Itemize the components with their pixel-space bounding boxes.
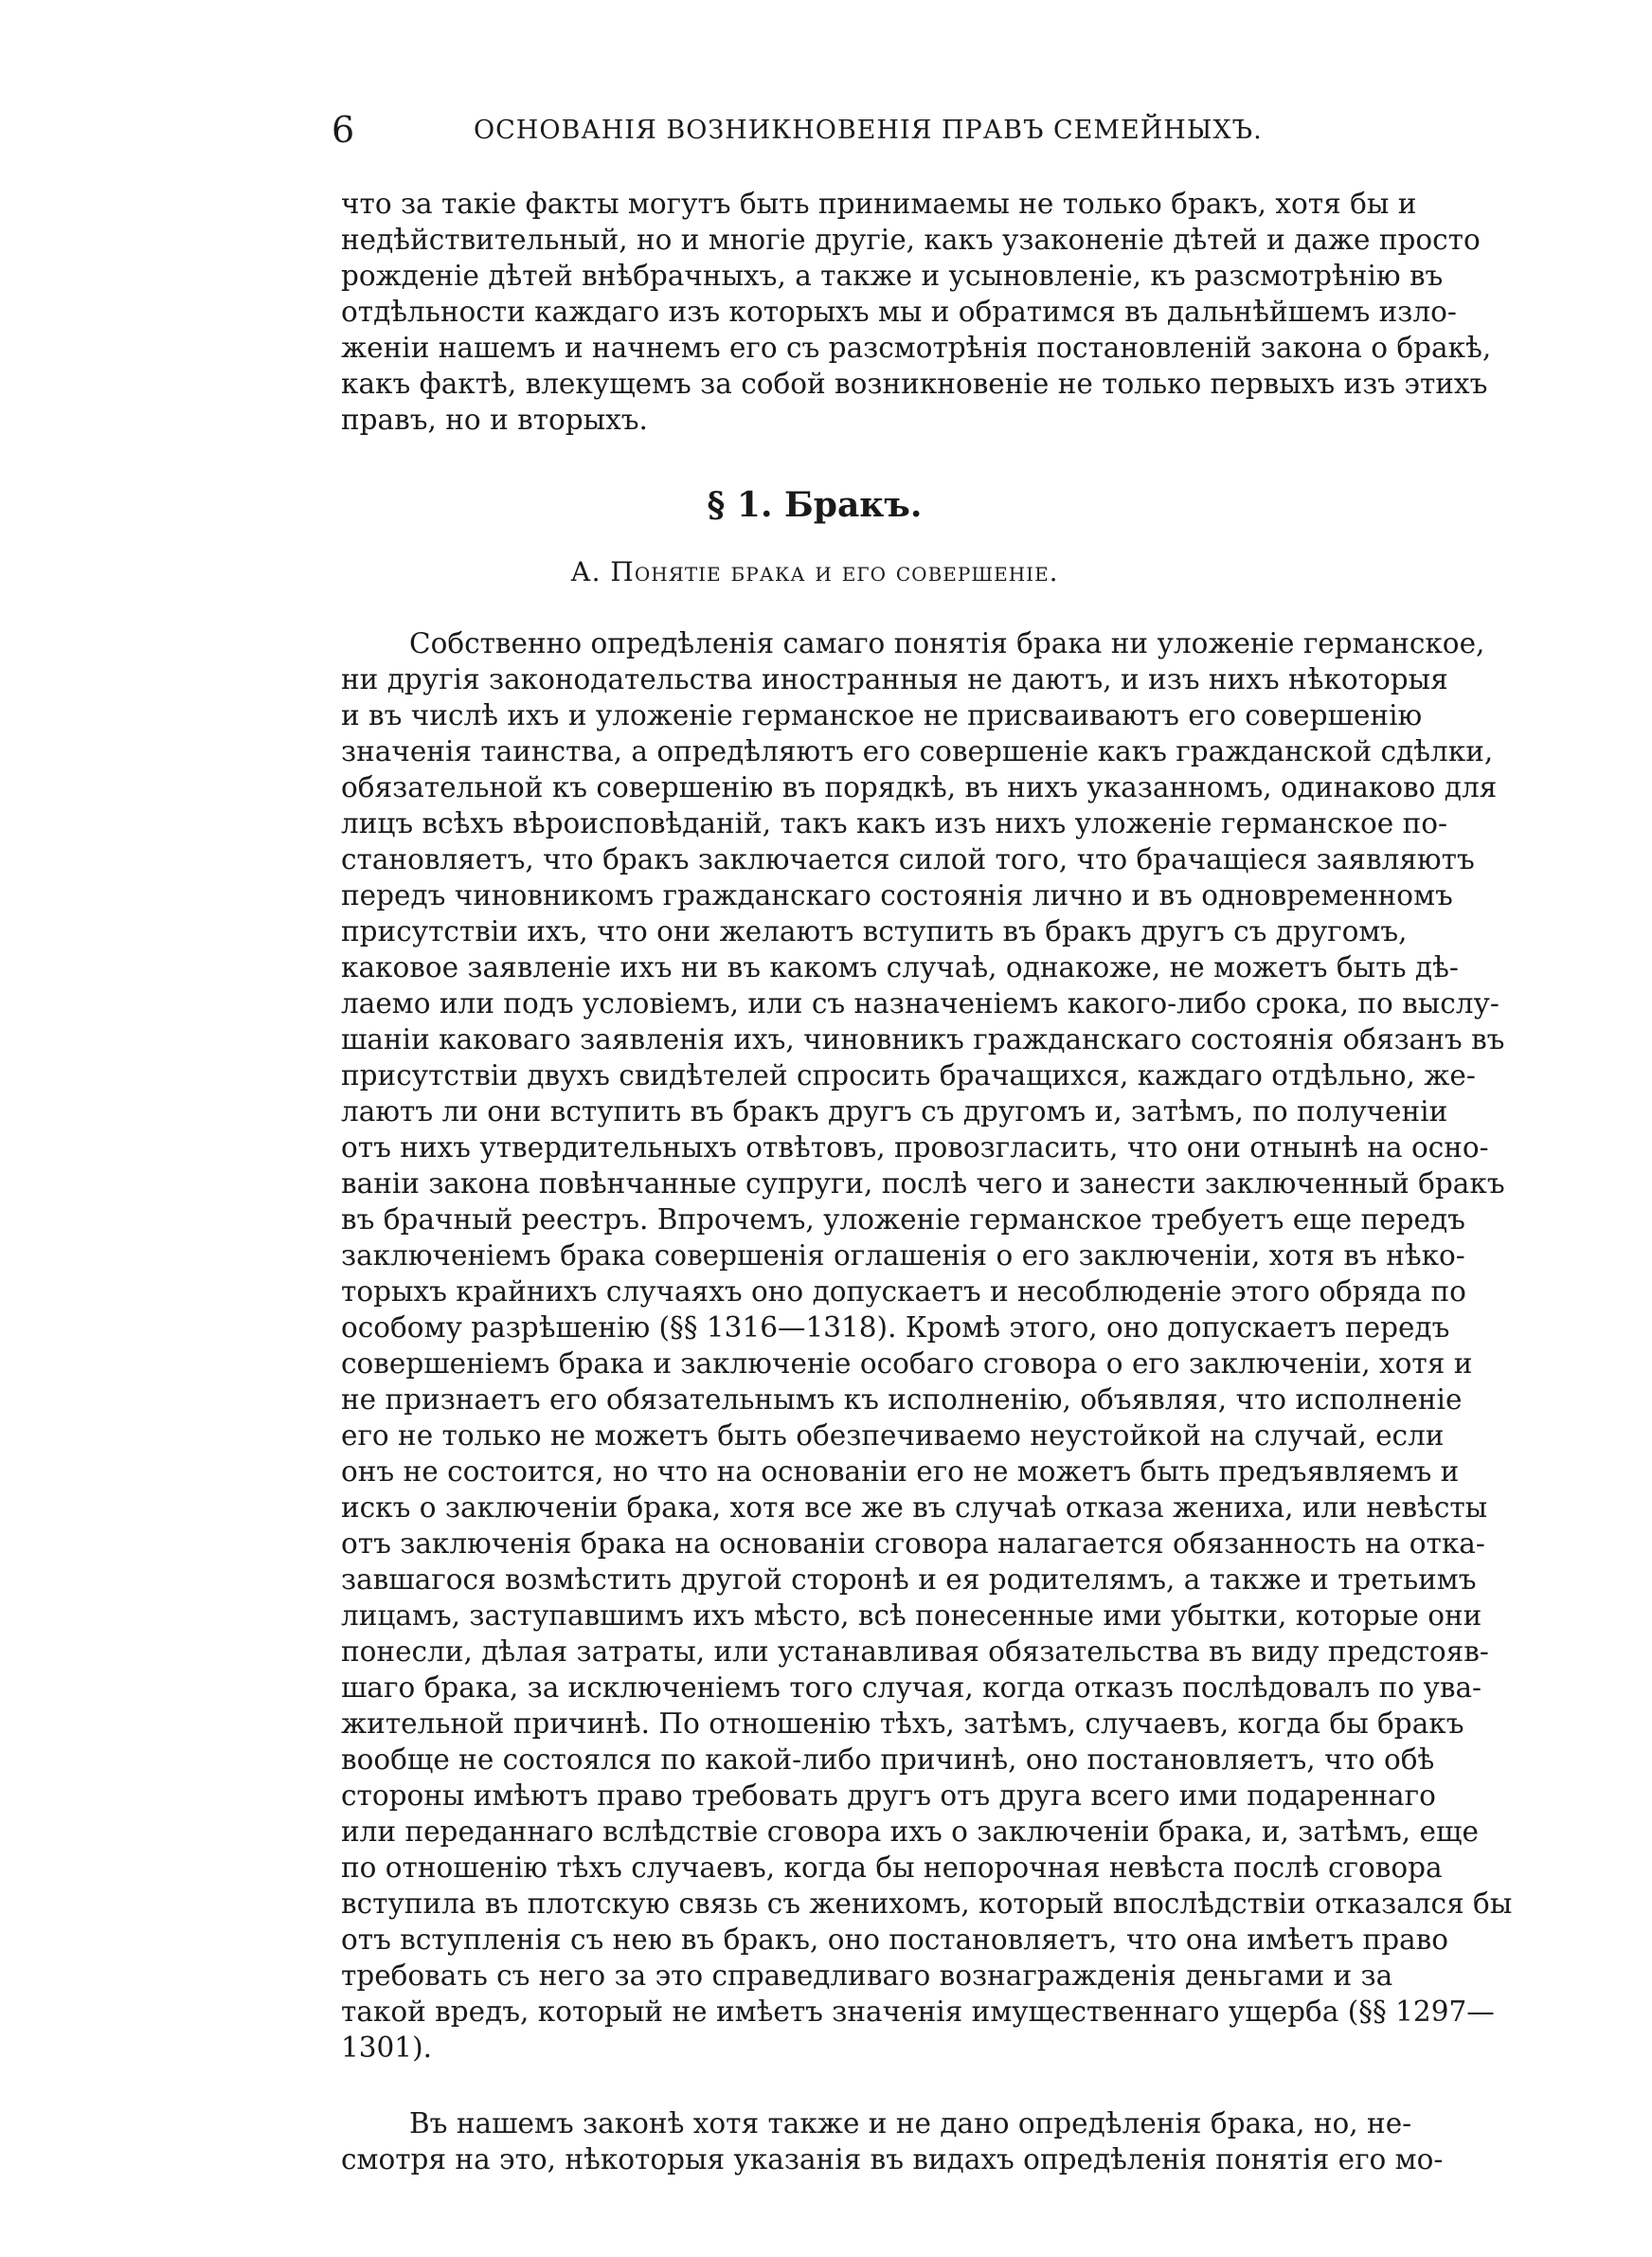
text-line: передъ чиновникомъ гражданскаго состоянія лично и въ одновременномъ	[341, 879, 1453, 912]
text-line: онъ не состоится, но что на основаніи его не можетъ быть предъявляемъ и	[341, 1455, 1460, 1488]
text-line: вообще не состоялся по какой-либо причинѣ, оно постановляетъ, что обѣ	[341, 1743, 1435, 1776]
text-line	[341, 2066, 1288, 2102]
text-line: ни другія законодательства иностранныя не даютъ, и изъ нихъ нѣкоторыя	[341, 663, 1448, 695]
text-line: Собственно опредѣленія самаго понятія брака ни уложеніе германское,	[409, 627, 1485, 659]
text-line: такой вредъ, который не имѣетъ значенія имущественнаго ущерба (§§ 1297—	[341, 1995, 1495, 2028]
text-line: шаніи каковаго заявленія ихъ, чиновникъ гражданскаго состоянія обязанъ въ	[341, 1023, 1505, 1056]
main-paragraph	[341, 625, 1513, 2102]
text-line: или переданнаго вслѣдствіе сговора ихъ о заключеніи брака, и, затѣмъ, еще	[341, 1815, 1479, 1848]
text-line: каковое заявленіе ихъ ни въ какомъ случаѣ, однакоже, не можетъ быть дѣ-	[341, 951, 1459, 984]
text-line: женіи нашемъ и начнемъ его съ разсмотрѣнія постановленій закона о бракѣ,	[341, 332, 1492, 364]
text-line: лицамъ, заступавшимъ ихъ мѣсто, всѣ понесенные ими убытки, которые они	[341, 1599, 1482, 1632]
text-line: понесли, дѣлая затраты, или устанавливая обязательства въ виду предстояв-	[341, 1635, 1489, 1668]
text-line: въ брачный реестръ. Впрочемъ, уложеніе германское требуетъ еще передъ	[341, 1203, 1465, 1236]
text-line: правъ, но и вторыхъ.	[341, 404, 648, 436]
text-line: отъ вступленія съ нею въ бракъ, оно постановляетъ, что она имѣетъ право	[341, 1923, 1449, 1956]
text-line: особому разрѣшенію (§§ 1316—1318). Кромѣ этого, оно допускаетъ передъ	[341, 1311, 1450, 1344]
subsection-heading: А. Понятіе брака и его совершеніе.	[570, 556, 1059, 587]
text-line: лаютъ ли они вступить въ бракъ другъ съ другомъ и, затѣмъ, по полученіи	[341, 1095, 1448, 1128]
text-line: обязательной къ совершенію въ порядкѣ, въ нихъ указанномъ, одинаково для	[341, 771, 1498, 803]
text-line: требовать съ него за это справедливаго вознагражденія деньгами и за	[341, 1959, 1393, 1992]
text-line: присутствіи ихъ, что они желаютъ вступить въ бракъ другъ съ другомъ,	[341, 915, 1408, 948]
section-heading: § 1. Бракъ.	[707, 485, 923, 525]
text-line: что за такіе факты могутъ быть принимаемы не только бракъ, хотя бы и	[341, 188, 1417, 220]
text-line: лаемо или подъ условіемъ, или съ назначеніемъ какого-либо срока, по выслу-	[341, 987, 1499, 1020]
intro-paragraph	[341, 186, 1492, 438]
text-line: Въ нашемъ законѣ хотя также и не дано опредѣленія брака, но, не-	[409, 2107, 1412, 2140]
text-line: по отношенію тѣхъ случаевъ, когда бы непорочная невѣста послѣ сговора	[341, 1851, 1443, 1884]
text-line: совершеніемъ брака и заключеніе особаго сговора о его заключеніи, хотя и	[341, 1347, 1473, 1380]
text-line: жительной причинѣ. По отношенію тѣхъ, затѣмъ, случаевъ, когда бы бракъ	[341, 1707, 1464, 1740]
text-line: не признаетъ его обязательнымъ къ исполненію, объявляя, что исполненіе	[341, 1383, 1463, 1416]
text-line: стороны имѣютъ право требовать другъ отъ друга всего ими подареннаго	[341, 1779, 1436, 1812]
text-line: заключеніемъ брака совершенія оглашенія о его заключеніи, хотя въ нѣко-	[341, 1239, 1465, 1272]
text-line: торыхъ крайнихъ случаяхъ оно допускаетъ и несоблюденіе этого обряда по	[341, 1275, 1466, 1308]
text-line: рожденіе дѣтей внѣбрачныхъ, а также и усыновленіе, къ разсмотрѣнію въ	[341, 260, 1444, 292]
text-line: присутствіи двухъ свидѣтелей спросить брачащихся, каждаго отдѣльно, же-	[341, 1059, 1476, 1092]
text-line: значенія таинства, а опредѣляютъ его совершеніе какъ гражданской сдѣлки,	[341, 735, 1494, 767]
text-line: и въ числѣ ихъ и уложеніе германское не присваиваютъ его совершенію	[341, 699, 1423, 731]
text-line: искъ о заключеніи брака, хотя все же въ случаѣ отказа жениха, или невѣсты	[341, 1491, 1488, 1524]
closing-paragraph	[341, 2105, 1444, 2177]
running-title: ОСНОВАНІЯ ВОЗНИКНОВЕНІЯ ПРАВЪ СЕМЕЙНЫХЪ.	[474, 116, 1263, 145]
text-line: вступила въ плотскую связь съ женихомъ, который впослѣдствіи отказался бы	[341, 1887, 1513, 1920]
text-line: его не только не можетъ быть обезпечиваемо неустойкой на случай, если	[341, 1419, 1445, 1452]
text-line: отъ заключенія брака на основаніи сговора налагается обязанность на отка-	[341, 1527, 1485, 1560]
text-line: лицъ всѣхъ вѣроисповѣданій, такъ какъ изъ нихъ уложеніе германское по-	[341, 807, 1447, 840]
text-line: ваніи закона повѣнчанные супруги, послѣ чего и занести заключенный бракъ	[341, 1167, 1505, 1200]
page-number: 6	[332, 109, 355, 151]
text-line: смотря на это, нѣкоторыя указанія въ видахъ опредѣленія понятія его мо-	[341, 2143, 1444, 2176]
text-line: шаго брака, за исключеніемъ того случая, когда отказъ послѣдовалъ по ува-	[341, 1671, 1481, 1704]
text-line: завшагося возмѣстить другой сторонѣ и ея родителямъ, а также и третьимъ	[341, 1563, 1477, 1596]
text-line: недѣйствительный, но и многіе другіе, какъ узаконеніе дѣтей и даже просто	[341, 224, 1481, 256]
running-head	[332, 106, 1279, 153]
text-line: 1301).	[341, 2031, 432, 2064]
text-line: становляетъ, что бракъ заключается силой того, что брачащіеся заявляютъ	[341, 843, 1475, 876]
text-line: отдѣльности каждаго изъ которыхъ мы и обратимся въ дальнѣйшемъ изло-	[341, 296, 1457, 328]
text-line: какъ фактѣ, влекущемъ за собой возникновеніе не только первыхъ изъ этихъ	[341, 368, 1488, 400]
text-line: отъ нихъ утвердительныхъ отвѣтовъ, провозгласить, что они отнынѣ на осно-	[341, 1131, 1489, 1164]
